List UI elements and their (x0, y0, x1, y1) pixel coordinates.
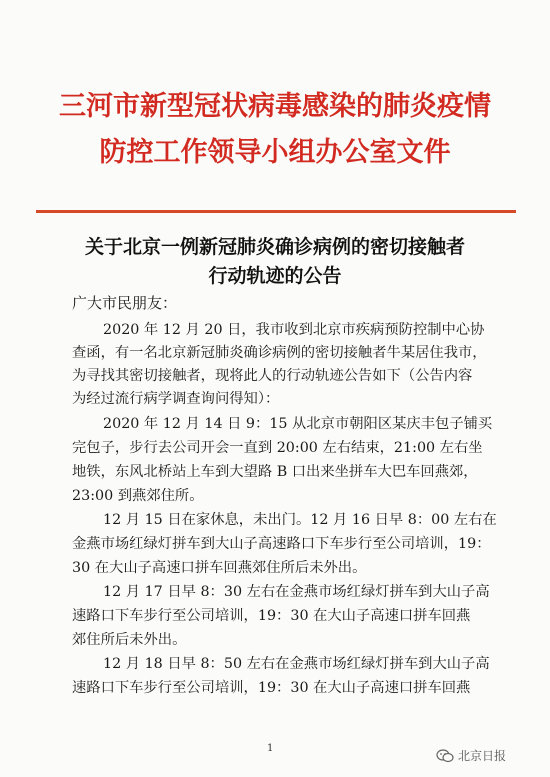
body-line: 地铁，东风北桥站上车到大望路 B 口出来坐拼车大巴车回燕郊， (72, 464, 478, 480)
body-line: 30 在大山子高速口拼车回燕郊住所后未外出。 (72, 560, 367, 576)
body-line: 12 月 15 日在家休息，未出门。12 月 16 日早 8：00 左右在 (103, 512, 497, 528)
body-line: 12 月 17 日早 8：30 左右在金燕市场红绿灯拼车到大山子高 (103, 584, 490, 600)
body-line: 速路口下车步行至公司培训，19：30 在大山子高速口拼车回燕 (72, 680, 471, 696)
body-line: 查函，有一名北京新冠肺炎确诊病例的密切接触者牛某居住我市， (72, 345, 487, 361)
header-title-line1: 三河市新型冠状病毒感染的肺炎疫情 (59, 91, 491, 122)
body-line: 郊住所后未外出。 (72, 632, 187, 648)
greeting: 广大市民朋友： (72, 294, 178, 312)
body-line: 2020 年 12 月 20 日，我市收到北京市疾病预防控制中心协 (103, 322, 485, 338)
page-number: 1 (267, 743, 274, 754)
notice-title-line1: 关于北京一例新冠肺炎确诊病例的密切接触者 (84, 236, 465, 258)
body-line: 2020 年 12 月 14 日 9：15 从北京市朝阳区某庆丰包子铺买 (103, 416, 493, 432)
notice-title-line2: 行动轨迹的公告 (208, 265, 342, 287)
body-line: 为经过流行病学调查询问得知）： (72, 391, 280, 407)
body-line: 速路口下车步行至公司培训，19：30 在大山子高速口拼车回燕 (72, 608, 471, 624)
header-title-line2: 防控工作领导小组办公室文件 (99, 137, 451, 168)
watermark-text: 北京日报 (458, 749, 507, 763)
wechat-icon (436, 749, 454, 763)
body-line: 完包子，步行去公司开会一直到 20:00 左右结束，21:00 左右坐 (72, 440, 483, 456)
source-watermark (436, 747, 506, 764)
body-line: 12 月 18 日早 8：50 左右在金燕市场红绿灯拼车到大山子高 (103, 656, 490, 672)
body-line: 为寻找其密切接触者，现将此人的行动轨迹公告如下（公告内容 (72, 368, 473, 384)
header-divider (36, 210, 516, 213)
body-line: 金燕市场红绿灯拼车到大山子高速路口下车步行至公司培训，19： (72, 536, 491, 552)
body-line: 23:00 到燕郊住所。 (72, 488, 204, 504)
